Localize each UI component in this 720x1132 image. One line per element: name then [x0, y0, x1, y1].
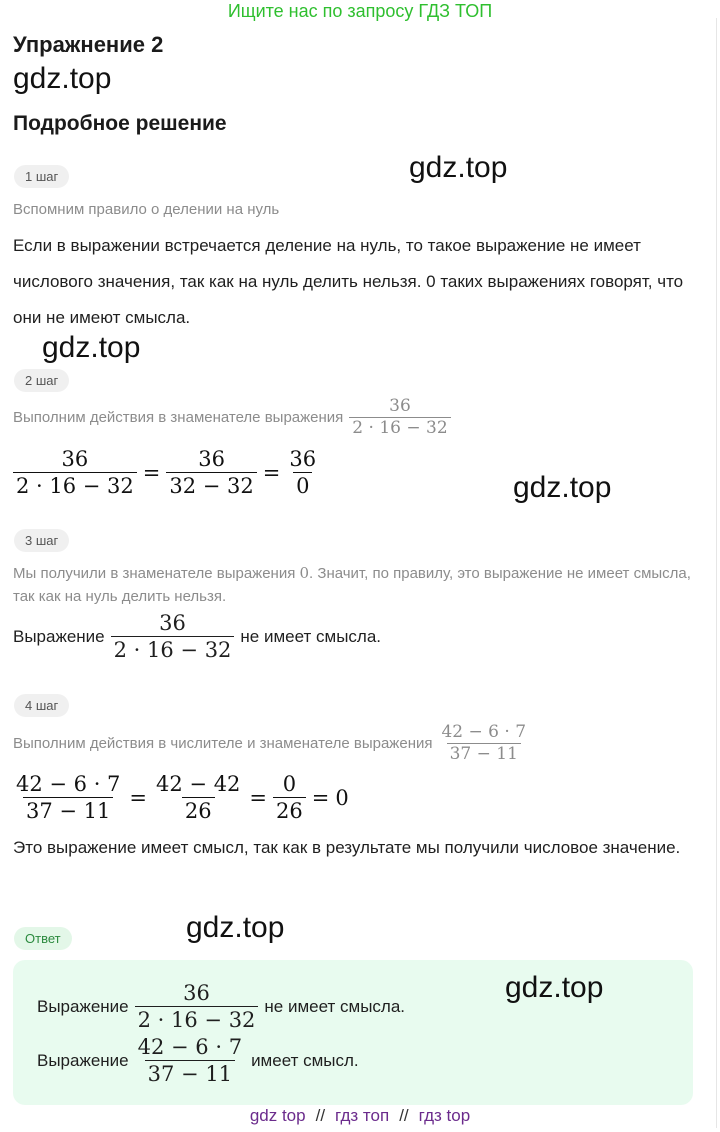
step-2-fraction-2	[166, 446, 256, 500]
step-2-fraction-1	[13, 446, 137, 500]
fraction-numerator: 42 − 6 · 7	[16, 772, 121, 796]
equation-result: 0	[335, 785, 349, 810]
equals-sign: =	[129, 785, 148, 810]
step-3-conclusion	[13, 610, 381, 664]
step-4-hint-text: Выполним действия в числителе и знаменателе выражения	[13, 735, 433, 753]
watermark: gdz.top	[186, 911, 285, 944]
page-border	[716, 18, 717, 1128]
answer-line-1	[37, 980, 405, 1034]
footer-link-1[interactable]: gdz top	[249, 1106, 306, 1125]
fraction-numerator: 42 − 6 · 7	[441, 722, 527, 742]
answer-fraction-1	[135, 980, 259, 1034]
fraction-denominator: 37 − 11	[447, 743, 521, 765]
step-2-fraction-3	[286, 446, 319, 500]
step-2-label: 2 шаг	[14, 369, 69, 392]
fraction-denominator: 2 · 16 − 32	[111, 636, 235, 663]
step-4-fraction-1	[13, 771, 123, 825]
step-1-hint: Вспомним правило о делении на нуль	[13, 201, 280, 218]
answer-text-start: Выражение	[37, 996, 129, 1016]
conclusion-text-start: Выражение	[13, 626, 105, 646]
search-banner: Ищите нас по запросу ГДЗ ТОП	[227, 1, 493, 21]
section-title: Подробное решение	[13, 112, 227, 135]
fraction-denominator: 2 · 16 − 32	[349, 417, 450, 439]
step-2-equation	[13, 446, 319, 500]
answer-text-end: имеет смысл.	[251, 1050, 359, 1070]
fraction-numerator: 36	[159, 611, 186, 635]
footer-separator: //	[315, 1106, 326, 1125]
watermark: gdz.top	[505, 971, 604, 1004]
step-4-hint-fraction	[438, 722, 529, 766]
step-4-label: 4 шаг	[14, 694, 69, 717]
answer-text-end: не имеет смысла.	[264, 996, 406, 1016]
fraction-denominator: 26	[182, 797, 215, 824]
step-3-hint-start: Мы получили в знаменателе выражения	[13, 565, 296, 582]
fraction-numerator: 0	[282, 772, 297, 796]
answer-line-2	[37, 1034, 359, 1088]
step-2-hint	[13, 396, 451, 440]
step-3-hint-end: . Значит, по правилу, это выражение не имеет смысла, так как на нуль делить нельзя.	[13, 565, 691, 605]
fraction-numerator: 36	[183, 981, 210, 1005]
step-3-hint-value: 0	[299, 564, 310, 582]
fraction-denominator: 2 · 16 − 32	[135, 1006, 259, 1033]
answer-fraction-2	[135, 1034, 245, 1088]
step-2-hint-text: Выполним действия в знаменателе выражения	[13, 409, 344, 427]
fraction-numerator: 42 − 6 · 7	[137, 1035, 243, 1059]
step-4-fraction-2	[153, 771, 243, 825]
footer-separator: //	[399, 1106, 409, 1125]
step-4-fraction-3	[273, 771, 306, 825]
step-4-text: Это выражение имеет смысл, так как в результате мы получили числовое значение.	[13, 838, 681, 857]
step-4-equation	[13, 771, 349, 825]
footer-link-2[interactable]: гдз топ	[335, 1106, 390, 1125]
fraction-denominator: 37 − 11	[145, 1060, 235, 1087]
watermark: gdz.top	[409, 151, 508, 184]
step-3-fraction	[111, 610, 235, 664]
answer-text-start: Выражение	[37, 1050, 129, 1070]
step-3-hint	[13, 562, 703, 608]
equals-sign: =	[249, 785, 268, 810]
equals-sign: =	[142, 460, 161, 485]
fraction-numerator: 42 − 42	[156, 772, 241, 796]
equals-sign: =	[262, 460, 281, 485]
fraction-denominator: 2 · 16 − 32	[13, 472, 137, 499]
equals-sign: =	[311, 785, 330, 810]
exercise-title: Упражнение 2	[13, 32, 164, 57]
step-1-text: Если в выражении встречается деление на нуль, то такое выражение не имеет числового значения, так как на нуль делить нельзя. 0 таких выражениях говорят, что они не имеют смысла.	[13, 236, 684, 327]
fraction-numerator: 36	[61, 447, 89, 471]
fraction-denominator: 0	[293, 472, 312, 499]
fraction-denominator: 32 − 32	[166, 472, 256, 499]
fraction-denominator: 37 − 11	[23, 797, 113, 824]
fraction-numerator: 36	[389, 396, 411, 416]
step-2-hint-fraction	[349, 396, 450, 440]
footer-link-3[interactable]: гдз top	[418, 1106, 471, 1125]
step-3-label: 3 шаг	[14, 529, 69, 552]
answer-label: Ответ	[14, 927, 72, 950]
fraction-numerator: 36	[289, 447, 317, 471]
watermark: gdz.top	[42, 331, 141, 364]
footer-links	[0, 1106, 720, 1126]
step-4-hint	[13, 722, 529, 766]
conclusion-text-end: не имеет смысла.	[240, 626, 382, 646]
step-1-label: 1 шаг	[14, 165, 69, 188]
watermark: gdz.top	[513, 471, 612, 504]
site-logo: gdz.top	[13, 62, 112, 95]
fraction-numerator: 36	[198, 447, 225, 471]
fraction-denominator: 26	[273, 797, 306, 824]
